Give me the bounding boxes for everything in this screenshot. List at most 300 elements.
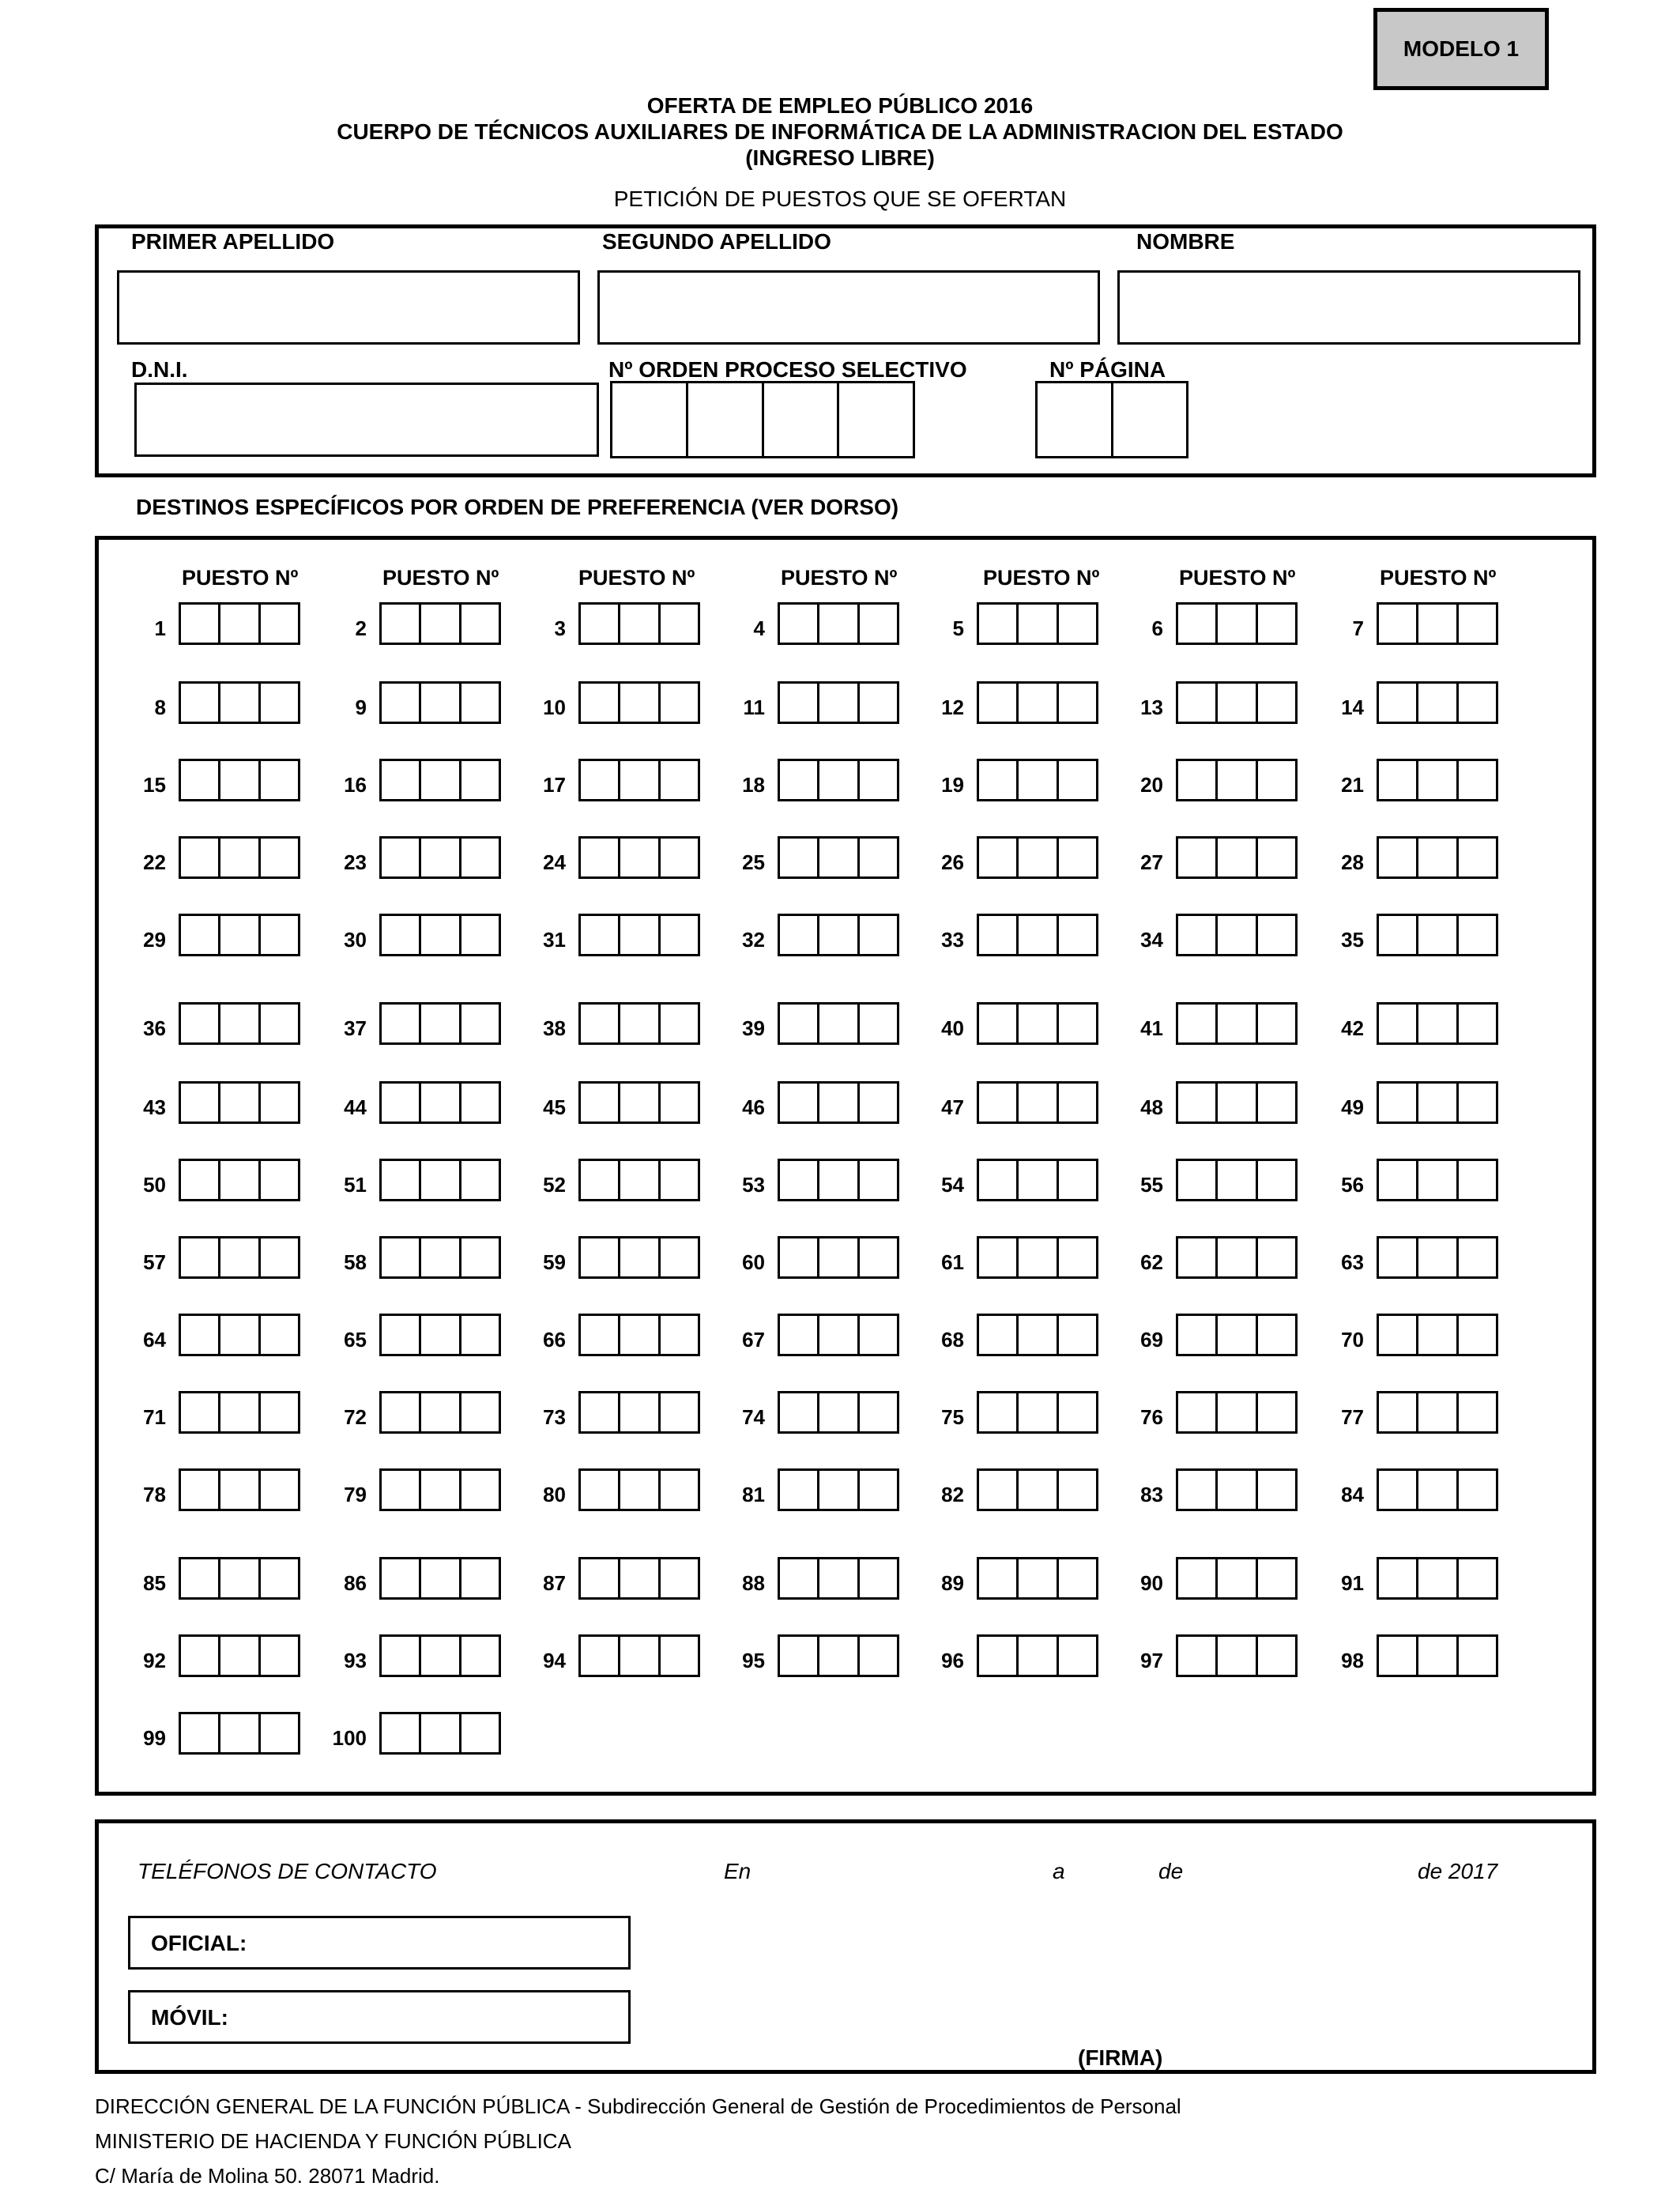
- puesto-digit-box[interactable]: [979, 1471, 1019, 1509]
- puesto-digit-box[interactable]: [261, 839, 298, 876]
- puesto-code-field[interactable]: [179, 1468, 300, 1511]
- puesto-digit-box[interactable]: [1218, 1637, 1257, 1675]
- puesto-digit-box[interactable]: [661, 916, 698, 954]
- puesto-digit-box[interactable]: [1019, 1559, 1058, 1597]
- puesto-digit-box[interactable]: [581, 1005, 620, 1042]
- puesto-digit-box[interactable]: [1019, 839, 1058, 876]
- puesto-digit-box[interactable]: [661, 1161, 698, 1199]
- puesto-digit-box[interactable]: [261, 1559, 298, 1597]
- puesto-digit-box[interactable]: [181, 1084, 220, 1122]
- puesto-digit-box[interactable]: [261, 1393, 298, 1431]
- puesto-code-field[interactable]: [578, 681, 700, 724]
- puesto-code-field[interactable]: [578, 836, 700, 879]
- puesto-digit-box[interactable]: [1418, 1084, 1458, 1122]
- segundo-apellido-field[interactable]: [597, 270, 1100, 345]
- puesto-digit-box[interactable]: [661, 1005, 698, 1042]
- puesto-digit-box[interactable]: [1418, 1471, 1458, 1509]
- puesto-digit-box[interactable]: [1418, 684, 1458, 722]
- puesto-digit-box[interactable]: [1019, 1316, 1058, 1354]
- puesto-digit-box[interactable]: [220, 1005, 260, 1042]
- puesto-code-field[interactable]: [977, 914, 1098, 956]
- puesto-digit-box[interactable]: [1059, 1637, 1096, 1675]
- puesto-digit-box[interactable]: [780, 1393, 819, 1431]
- puesto-code-field[interactable]: [578, 1314, 700, 1356]
- puesto-digit-box[interactable]: [1059, 916, 1096, 954]
- puesto-digit-box[interactable]: [780, 839, 819, 876]
- puesto-digit-box[interactable]: [1059, 605, 1096, 643]
- primer-apellido-field[interactable]: [117, 270, 580, 345]
- puesto-digit-box[interactable]: [1258, 1637, 1295, 1675]
- puesto-code-field[interactable]: [179, 1314, 300, 1356]
- puesto-digit-box[interactable]: [1178, 1084, 1218, 1122]
- puesto-digit-box[interactable]: [181, 1161, 220, 1199]
- puesto-code-field[interactable]: [578, 759, 700, 801]
- puesto-code-field[interactable]: [379, 1081, 501, 1124]
- puesto-digit-box[interactable]: [1178, 605, 1218, 643]
- puesto-code-field[interactable]: [578, 602, 700, 645]
- puesto-code-field[interactable]: [977, 1081, 1098, 1124]
- puesto-digit-box[interactable]: [1218, 839, 1257, 876]
- puesto-digit-box[interactable]: [1218, 1559, 1257, 1597]
- puesto-digit-box[interactable]: [620, 1559, 660, 1597]
- puesto-code-field[interactable]: [578, 1002, 700, 1045]
- puesto-digit-box[interactable]: [620, 1471, 660, 1509]
- puesto-digit-box[interactable]: [581, 1084, 620, 1122]
- puesto-digit-box[interactable]: [181, 1637, 220, 1675]
- puesto-digit-box[interactable]: [461, 1238, 499, 1276]
- puesto-digit-box[interactable]: [220, 684, 260, 722]
- puesto-digit-box[interactable]: [780, 684, 819, 722]
- puesto-digit-box[interactable]: [661, 1637, 698, 1675]
- puesto-digit-box[interactable]: [461, 605, 499, 643]
- pagina-digit-box[interactable]: [1113, 383, 1187, 456]
- puesto-digit-box[interactable]: [979, 1005, 1019, 1042]
- puesto-digit-box[interactable]: [1059, 839, 1096, 876]
- puesto-digit-box[interactable]: [1418, 1559, 1458, 1597]
- puesto-digit-box[interactable]: [620, 761, 660, 799]
- puesto-code-field[interactable]: [179, 1712, 300, 1755]
- puesto-code-field[interactable]: [379, 1468, 501, 1511]
- puesto-digit-box[interactable]: [461, 1637, 499, 1675]
- puesto-digit-box[interactable]: [581, 684, 620, 722]
- puesto-digit-box[interactable]: [860, 1316, 897, 1354]
- puesto-digit-box[interactable]: [979, 1084, 1019, 1122]
- puesto-digit-box[interactable]: [1019, 684, 1058, 722]
- puesto-digit-box[interactable]: [1258, 916, 1295, 954]
- puesto-code-field[interactable]: [1377, 1002, 1498, 1045]
- puesto-digit-box[interactable]: [1379, 1637, 1418, 1675]
- orden-field[interactable]: [610, 381, 915, 458]
- puesto-digit-box[interactable]: [1019, 1393, 1058, 1431]
- puesto-code-field[interactable]: [778, 1391, 899, 1434]
- puesto-digit-box[interactable]: [220, 839, 260, 876]
- puesto-code-field[interactable]: [1176, 759, 1298, 801]
- nombre-field[interactable]: [1117, 270, 1580, 345]
- puesto-code-field[interactable]: [379, 1634, 501, 1677]
- puesto-digit-box[interactable]: [1459, 1161, 1496, 1199]
- puesto-digit-box[interactable]: [1059, 1471, 1096, 1509]
- puesto-digit-box[interactable]: [382, 1393, 421, 1431]
- puesto-digit-box[interactable]: [382, 1471, 421, 1509]
- puesto-digit-box[interactable]: [382, 839, 421, 876]
- puesto-digit-box[interactable]: [220, 605, 260, 643]
- puesto-digit-box[interactable]: [819, 1316, 859, 1354]
- puesto-digit-box[interactable]: [261, 1084, 298, 1122]
- puesto-digit-box[interactable]: [620, 1316, 660, 1354]
- puesto-code-field[interactable]: [778, 1314, 899, 1356]
- puesto-digit-box[interactable]: [1258, 1316, 1295, 1354]
- puesto-digit-box[interactable]: [620, 1161, 660, 1199]
- puesto-digit-box[interactable]: [181, 1714, 220, 1752]
- puesto-code-field[interactable]: [977, 1391, 1098, 1434]
- puesto-digit-box[interactable]: [421, 1161, 461, 1199]
- puesto-digit-box[interactable]: [461, 761, 499, 799]
- orden-digit-box[interactable]: [688, 383, 764, 456]
- puesto-digit-box[interactable]: [1258, 1471, 1295, 1509]
- oficial-phone-field[interactable]: [128, 1916, 631, 1970]
- puesto-digit-box[interactable]: [979, 684, 1019, 722]
- puesto-code-field[interactable]: [977, 1468, 1098, 1511]
- puesto-digit-box[interactable]: [1379, 1084, 1418, 1122]
- puesto-digit-box[interactable]: [1218, 1084, 1257, 1122]
- puesto-code-field[interactable]: [179, 1391, 300, 1434]
- puesto-digit-box[interactable]: [1418, 1393, 1458, 1431]
- puesto-digit-box[interactable]: [1418, 1238, 1458, 1276]
- puesto-digit-box[interactable]: [1019, 1238, 1058, 1276]
- puesto-code-field[interactable]: [179, 759, 300, 801]
- puesto-code-field[interactable]: [778, 1236, 899, 1279]
- puesto-digit-box[interactable]: [780, 761, 819, 799]
- puesto-digit-box[interactable]: [620, 1084, 660, 1122]
- orden-digit-box[interactable]: [764, 383, 840, 456]
- puesto-digit-box[interactable]: [819, 761, 859, 799]
- puesto-digit-box[interactable]: [819, 1161, 859, 1199]
- puesto-digit-box[interactable]: [261, 1238, 298, 1276]
- puesto-digit-box[interactable]: [780, 1471, 819, 1509]
- dni-field[interactable]: [134, 383, 599, 457]
- puesto-digit-box[interactable]: [1459, 1559, 1496, 1597]
- puesto-code-field[interactable]: [1377, 602, 1498, 645]
- puesto-digit-box[interactable]: [979, 1161, 1019, 1199]
- puesto-digit-box[interactable]: [461, 684, 499, 722]
- puesto-digit-box[interactable]: [1418, 761, 1458, 799]
- puesto-digit-box[interactable]: [581, 1471, 620, 1509]
- puesto-code-field[interactable]: [379, 1557, 501, 1600]
- puesto-code-field[interactable]: [778, 1002, 899, 1045]
- puesto-digit-box[interactable]: [1379, 1316, 1418, 1354]
- puesto-digit-box[interactable]: [261, 916, 298, 954]
- puesto-code-field[interactable]: [1377, 1557, 1498, 1600]
- puesto-code-field[interactable]: [1377, 759, 1498, 801]
- puesto-digit-box[interactable]: [181, 605, 220, 643]
- puesto-code-field[interactable]: [578, 914, 700, 956]
- puesto-digit-box[interactable]: [581, 1238, 620, 1276]
- puesto-code-field[interactable]: [778, 1557, 899, 1600]
- puesto-code-field[interactable]: [179, 1634, 300, 1677]
- puesto-digit-box[interactable]: [181, 761, 220, 799]
- puesto-digit-box[interactable]: [421, 916, 461, 954]
- puesto-code-field[interactable]: [578, 1081, 700, 1124]
- puesto-code-field[interactable]: [379, 759, 501, 801]
- puesto-digit-box[interactable]: [860, 1559, 897, 1597]
- puesto-digit-box[interactable]: [860, 1005, 897, 1042]
- puesto-digit-box[interactable]: [780, 1238, 819, 1276]
- puesto-digit-box[interactable]: [819, 839, 859, 876]
- puesto-digit-box[interactable]: [382, 1316, 421, 1354]
- puesto-digit-box[interactable]: [261, 1161, 298, 1199]
- puesto-digit-box[interactable]: [382, 1714, 421, 1752]
- puesto-digit-box[interactable]: [1258, 1393, 1295, 1431]
- puesto-digit-box[interactable]: [1178, 761, 1218, 799]
- puesto-digit-box[interactable]: [1459, 1637, 1496, 1675]
- movil-phone-field[interactable]: [128, 1990, 631, 2044]
- puesto-digit-box[interactable]: [220, 1714, 260, 1752]
- puesto-digit-box[interactable]: [181, 1393, 220, 1431]
- puesto-digit-box[interactable]: [1178, 1005, 1218, 1042]
- puesto-code-field[interactable]: [578, 1468, 700, 1511]
- puesto-digit-box[interactable]: [382, 1161, 421, 1199]
- puesto-digit-box[interactable]: [581, 605, 620, 643]
- puesto-code-field[interactable]: [977, 681, 1098, 724]
- puesto-digit-box[interactable]: [661, 605, 698, 643]
- puesto-digit-box[interactable]: [1418, 916, 1458, 954]
- puesto-code-field[interactable]: [379, 602, 501, 645]
- puesto-digit-box[interactable]: [1418, 839, 1458, 876]
- puesto-digit-box[interactable]: [1258, 1161, 1295, 1199]
- puesto-digit-box[interactable]: [1379, 1393, 1418, 1431]
- puesto-digit-box[interactable]: [261, 1005, 298, 1042]
- puesto-digit-box[interactable]: [382, 684, 421, 722]
- puesto-digit-box[interactable]: [860, 761, 897, 799]
- puesto-digit-box[interactable]: [421, 1714, 461, 1752]
- puesto-digit-box[interactable]: [661, 1238, 698, 1276]
- puesto-digit-box[interactable]: [1459, 1238, 1496, 1276]
- puesto-digit-box[interactable]: [581, 1161, 620, 1199]
- puesto-digit-box[interactable]: [1258, 605, 1295, 643]
- puesto-code-field[interactable]: [778, 759, 899, 801]
- puesto-digit-box[interactable]: [1418, 1161, 1458, 1199]
- puesto-code-field[interactable]: [1176, 1314, 1298, 1356]
- puesto-digit-box[interactable]: [860, 1084, 897, 1122]
- puesto-digit-box[interactable]: [1178, 1161, 1218, 1199]
- puesto-digit-box[interactable]: [461, 1714, 499, 1752]
- puesto-digit-box[interactable]: [1218, 1471, 1257, 1509]
- puesto-digit-box[interactable]: [1418, 605, 1458, 643]
- puesto-digit-box[interactable]: [1379, 1005, 1418, 1042]
- puesto-code-field[interactable]: [1176, 681, 1298, 724]
- puesto-digit-box[interactable]: [181, 1316, 220, 1354]
- puesto-code-field[interactable]: [578, 1391, 700, 1434]
- puesto-digit-box[interactable]: [1178, 1559, 1218, 1597]
- puesto-digit-box[interactable]: [581, 916, 620, 954]
- puesto-digit-box[interactable]: [819, 1637, 859, 1675]
- puesto-digit-box[interactable]: [819, 1393, 859, 1431]
- puesto-digit-box[interactable]: [461, 1559, 499, 1597]
- puesto-digit-box[interactable]: [1379, 1238, 1418, 1276]
- puesto-digit-box[interactable]: [581, 761, 620, 799]
- puesto-digit-box[interactable]: [1379, 761, 1418, 799]
- puesto-digit-box[interactable]: [220, 1161, 260, 1199]
- puesto-code-field[interactable]: [179, 836, 300, 879]
- puesto-code-field[interactable]: [1377, 1314, 1498, 1356]
- puesto-digit-box[interactable]: [1178, 1471, 1218, 1509]
- puesto-digit-box[interactable]: [979, 1637, 1019, 1675]
- puesto-digit-box[interactable]: [1059, 684, 1096, 722]
- puesto-digit-box[interactable]: [1178, 1637, 1218, 1675]
- puesto-digit-box[interactable]: [1379, 605, 1418, 643]
- puesto-digit-box[interactable]: [181, 1471, 220, 1509]
- puesto-digit-box[interactable]: [620, 1393, 660, 1431]
- puesto-code-field[interactable]: [1176, 1002, 1298, 1045]
- puesto-digit-box[interactable]: [860, 1393, 897, 1431]
- puesto-digit-box[interactable]: [382, 605, 421, 643]
- puesto-digit-box[interactable]: [860, 916, 897, 954]
- puesto-digit-box[interactable]: [1258, 1559, 1295, 1597]
- puesto-digit-box[interactable]: [1379, 684, 1418, 722]
- puesto-digit-box[interactable]: [461, 1316, 499, 1354]
- puesto-digit-box[interactable]: [780, 605, 819, 643]
- puesto-digit-box[interactable]: [1218, 916, 1257, 954]
- puesto-digit-box[interactable]: [1019, 1005, 1058, 1042]
- puesto-digit-box[interactable]: [581, 1637, 620, 1675]
- puesto-code-field[interactable]: [977, 602, 1098, 645]
- pagina-digit-box[interactable]: [1038, 383, 1113, 456]
- puesto-digit-box[interactable]: [1178, 839, 1218, 876]
- puesto-digit-box[interactable]: [1019, 605, 1058, 643]
- puesto-digit-box[interactable]: [421, 1559, 461, 1597]
- puesto-digit-box[interactable]: [382, 1637, 421, 1675]
- puesto-digit-box[interactable]: [382, 1084, 421, 1122]
- puesto-code-field[interactable]: [778, 1468, 899, 1511]
- puesto-digit-box[interactable]: [1178, 1238, 1218, 1276]
- puesto-digit-box[interactable]: [860, 839, 897, 876]
- puesto-digit-box[interactable]: [581, 839, 620, 876]
- puesto-code-field[interactable]: [578, 1557, 700, 1600]
- puesto-code-field[interactable]: [379, 1314, 501, 1356]
- puesto-digit-box[interactable]: [1019, 1471, 1058, 1509]
- puesto-code-field[interactable]: [1176, 1236, 1298, 1279]
- puesto-digit-box[interactable]: [581, 1559, 620, 1597]
- puesto-code-field[interactable]: [379, 1712, 501, 1755]
- puesto-code-field[interactable]: [1377, 914, 1498, 956]
- puesto-code-field[interactable]: [1176, 602, 1298, 645]
- puesto-code-field[interactable]: [977, 1314, 1098, 1356]
- puesto-digit-box[interactable]: [1218, 1393, 1257, 1431]
- puesto-code-field[interactable]: [379, 1159, 501, 1201]
- puesto-digit-box[interactable]: [620, 839, 660, 876]
- puesto-code-field[interactable]: [1176, 1391, 1298, 1434]
- puesto-digit-box[interactable]: [1218, 1005, 1257, 1042]
- puesto-digit-box[interactable]: [979, 1238, 1019, 1276]
- puesto-digit-box[interactable]: [620, 916, 660, 954]
- puesto-digit-box[interactable]: [1059, 1005, 1096, 1042]
- puesto-digit-box[interactable]: [620, 1637, 660, 1675]
- puesto-code-field[interactable]: [379, 681, 501, 724]
- puesto-code-field[interactable]: [179, 1236, 300, 1279]
- puesto-digit-box[interactable]: [661, 684, 698, 722]
- puesto-code-field[interactable]: [1176, 1159, 1298, 1201]
- puesto-digit-box[interactable]: [819, 684, 859, 722]
- puesto-digit-box[interactable]: [1459, 1393, 1496, 1431]
- puesto-digit-box[interactable]: [581, 1316, 620, 1354]
- puesto-digit-box[interactable]: [421, 1005, 461, 1042]
- puesto-digit-box[interactable]: [661, 1393, 698, 1431]
- puesto-code-field[interactable]: [1176, 1634, 1298, 1677]
- puesto-digit-box[interactable]: [261, 1316, 298, 1354]
- puesto-code-field[interactable]: [179, 914, 300, 956]
- puesto-digit-box[interactable]: [620, 1005, 660, 1042]
- puesto-code-field[interactable]: [977, 759, 1098, 801]
- puesto-digit-box[interactable]: [1379, 1559, 1418, 1597]
- puesto-digit-box[interactable]: [421, 684, 461, 722]
- puesto-digit-box[interactable]: [461, 839, 499, 876]
- puesto-digit-box[interactable]: [1218, 684, 1257, 722]
- puesto-digit-box[interactable]: [1258, 761, 1295, 799]
- puesto-digit-box[interactable]: [1459, 1005, 1496, 1042]
- puesto-digit-box[interactable]: [780, 1005, 819, 1042]
- puesto-code-field[interactable]: [179, 681, 300, 724]
- puesto-digit-box[interactable]: [220, 761, 260, 799]
- puesto-digit-box[interactable]: [819, 1471, 859, 1509]
- puesto-digit-box[interactable]: [1019, 1637, 1058, 1675]
- puesto-digit-box[interactable]: [620, 1238, 660, 1276]
- puesto-digit-box[interactable]: [421, 605, 461, 643]
- puesto-digit-box[interactable]: [1059, 1393, 1096, 1431]
- puesto-digit-box[interactable]: [261, 684, 298, 722]
- orden-digit-box[interactable]: [839, 383, 913, 456]
- puesto-digit-box[interactable]: [1218, 761, 1257, 799]
- puesto-code-field[interactable]: [977, 1634, 1098, 1677]
- puesto-digit-box[interactable]: [220, 1471, 260, 1509]
- orden-digit-box[interactable]: [612, 383, 688, 456]
- puesto-digit-box[interactable]: [860, 1161, 897, 1199]
- puesto-digit-box[interactable]: [461, 1161, 499, 1199]
- puesto-digit-box[interactable]: [1178, 916, 1218, 954]
- puesto-digit-box[interactable]: [1059, 1238, 1096, 1276]
- puesto-digit-box[interactable]: [1059, 761, 1096, 799]
- puesto-digit-box[interactable]: [780, 1559, 819, 1597]
- puesto-digit-box[interactable]: [1258, 839, 1295, 876]
- puesto-digit-box[interactable]: [979, 1393, 1019, 1431]
- puesto-digit-box[interactable]: [461, 1005, 499, 1042]
- puesto-code-field[interactable]: [179, 1081, 300, 1124]
- puesto-digit-box[interactable]: [1418, 1005, 1458, 1042]
- puesto-code-field[interactable]: [778, 1081, 899, 1124]
- puesto-digit-box[interactable]: [181, 916, 220, 954]
- puesto-code-field[interactable]: [379, 1391, 501, 1434]
- puesto-digit-box[interactable]: [220, 1637, 260, 1675]
- puesto-digit-box[interactable]: [421, 1316, 461, 1354]
- puesto-digit-box[interactable]: [819, 1084, 859, 1122]
- puesto-digit-box[interactable]: [661, 1084, 698, 1122]
- puesto-digit-box[interactable]: [819, 1238, 859, 1276]
- puesto-digit-box[interactable]: [1218, 1161, 1257, 1199]
- puesto-digit-box[interactable]: [461, 1393, 499, 1431]
- puesto-digit-box[interactable]: [220, 1559, 260, 1597]
- puesto-digit-box[interactable]: [1019, 916, 1058, 954]
- puesto-digit-box[interactable]: [382, 1559, 421, 1597]
- puesto-code-field[interactable]: [977, 1159, 1098, 1201]
- puesto-digit-box[interactable]: [819, 1559, 859, 1597]
- puesto-digit-box[interactable]: [780, 916, 819, 954]
- puesto-digit-box[interactable]: [421, 1637, 461, 1675]
- puesto-digit-box[interactable]: [1379, 1161, 1418, 1199]
- puesto-digit-box[interactable]: [1418, 1316, 1458, 1354]
- puesto-digit-box[interactable]: [1178, 1316, 1218, 1354]
- puesto-code-field[interactable]: [179, 1557, 300, 1600]
- puesto-code-field[interactable]: [977, 836, 1098, 879]
- puesto-digit-box[interactable]: [421, 1084, 461, 1122]
